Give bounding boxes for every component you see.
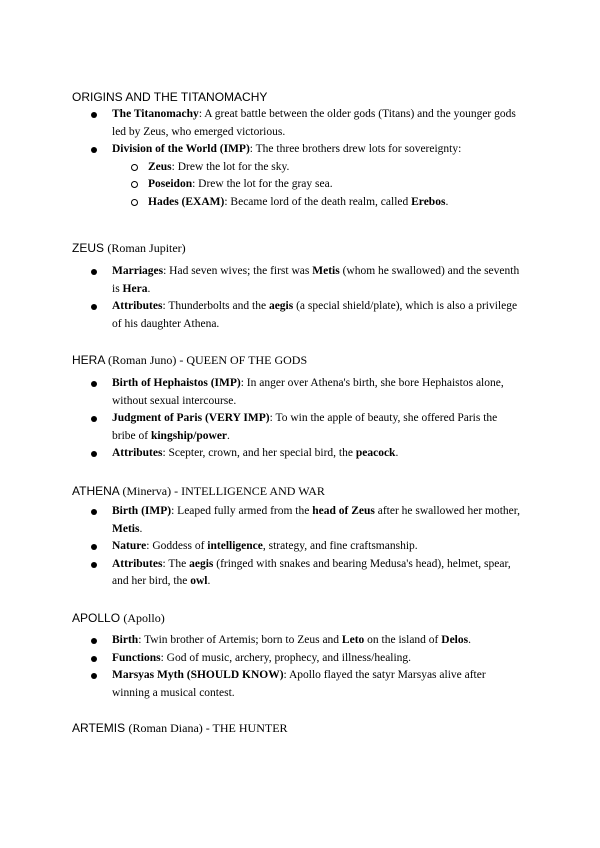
lots-sublist	[112, 159, 522, 212]
list-item: Attributes: Scepter, crown, and her special bird, the peacock.	[0, 445, 522, 463]
origins-list	[0, 106, 522, 211]
list-item: Functions: God of music, archery, prophecy, and illness/healing.	[0, 650, 522, 668]
bullet-icon	[91, 544, 97, 550]
sublist-item: Zeus: Drew the lot for the sky.	[112, 159, 522, 177]
section-heading-artemis: ARTEMIS (Roman Diana) - THE HUNTER	[72, 721, 288, 735]
section-heading-athena: ATHENA (Minerva) - INTELLIGENCE AND WAR	[72, 484, 325, 498]
bullet-icon	[91, 147, 97, 153]
section-heading-hera: HERA (Roman Juno) - QUEEN OF THE GODS	[72, 353, 308, 367]
list-item: Marriages: Had seven wives; the first was Metis (whom he swallowed) and the seventh is Hera.	[0, 263, 522, 298]
section-heading-origins: ORIGINS AND THE TITANOMACHY	[72, 90, 268, 104]
list-item: The Titanomachy: A great battle between the older gods (Titans) and the younger gods led by Zeus, who emerged victorious.	[0, 106, 522, 141]
bullet-icon	[91, 638, 97, 644]
sublist-item: Poseidon: Drew the lot for the gray sea.	[112, 176, 522, 194]
bullet-icon	[91, 416, 97, 422]
section-heading-apollo: APOLLO (Apollo)	[72, 611, 165, 625]
bullet-icon	[91, 381, 97, 387]
list-item: Division of the World (IMP): The three brothers drew lots for sovereignty: Zeus: Drew the lot for the sky. Poseidon: Drew the lot for the gray sea. Hades (EXAM): Became lord of the death realm, called Erebos.	[0, 141, 522, 211]
athena-list	[0, 503, 522, 591]
section-heading-zeus: ZEUS (Roman Jupiter)	[72, 241, 186, 255]
list-item: Attributes: Thunderbolts and the aegis (a special shield/plate), which is also a privilege of his daughter Athena.	[0, 298, 522, 333]
hera-list	[0, 375, 522, 463]
bullet-icon	[91, 509, 97, 515]
bullet-icon	[91, 112, 97, 118]
circle-bullet-icon	[131, 181, 138, 188]
sublist-item: Hades (EXAM): Became lord of the death realm, called Erebos.	[112, 194, 522, 212]
list-item: Birth: Twin brother of Artemis; born to Zeus and Leto on the island of Delos.	[0, 632, 522, 650]
bullet-icon	[91, 562, 97, 568]
bullet-icon	[91, 451, 97, 457]
zeus-list	[0, 263, 522, 333]
bullet-icon	[91, 304, 97, 310]
list-item: Attributes: The aegis (fringed with snakes and bearing Medusa's head), helmet, spear, and her bird, the owl.	[0, 556, 522, 591]
list-item: Judgment of Paris (VERY IMP): To win the apple of beauty, she offered Paris the bribe of kingship/power.	[0, 410, 522, 445]
bullet-icon	[91, 673, 97, 679]
circle-bullet-icon	[131, 164, 138, 171]
list-item: Birth of Hephaistos (IMP): In anger over Athena's birth, she bore Hephaistos alone, without sexual intercourse.	[0, 375, 522, 410]
list-item: Birth (IMP): Leaped fully armed from the head of Zeus after he swallowed her mother, Metis.	[0, 503, 522, 538]
list-item: Marsyas Myth (SHOULD KNOW): Apollo flayed the satyr Marsyas alive after winning a musical contest.	[0, 667, 522, 702]
bullet-icon	[91, 656, 97, 662]
circle-bullet-icon	[131, 199, 138, 206]
bullet-icon	[91, 269, 97, 275]
list-item: Nature: Goddess of intelligence, strategy, and fine craftsmanship.	[0, 538, 522, 556]
apollo-list	[0, 632, 522, 702]
